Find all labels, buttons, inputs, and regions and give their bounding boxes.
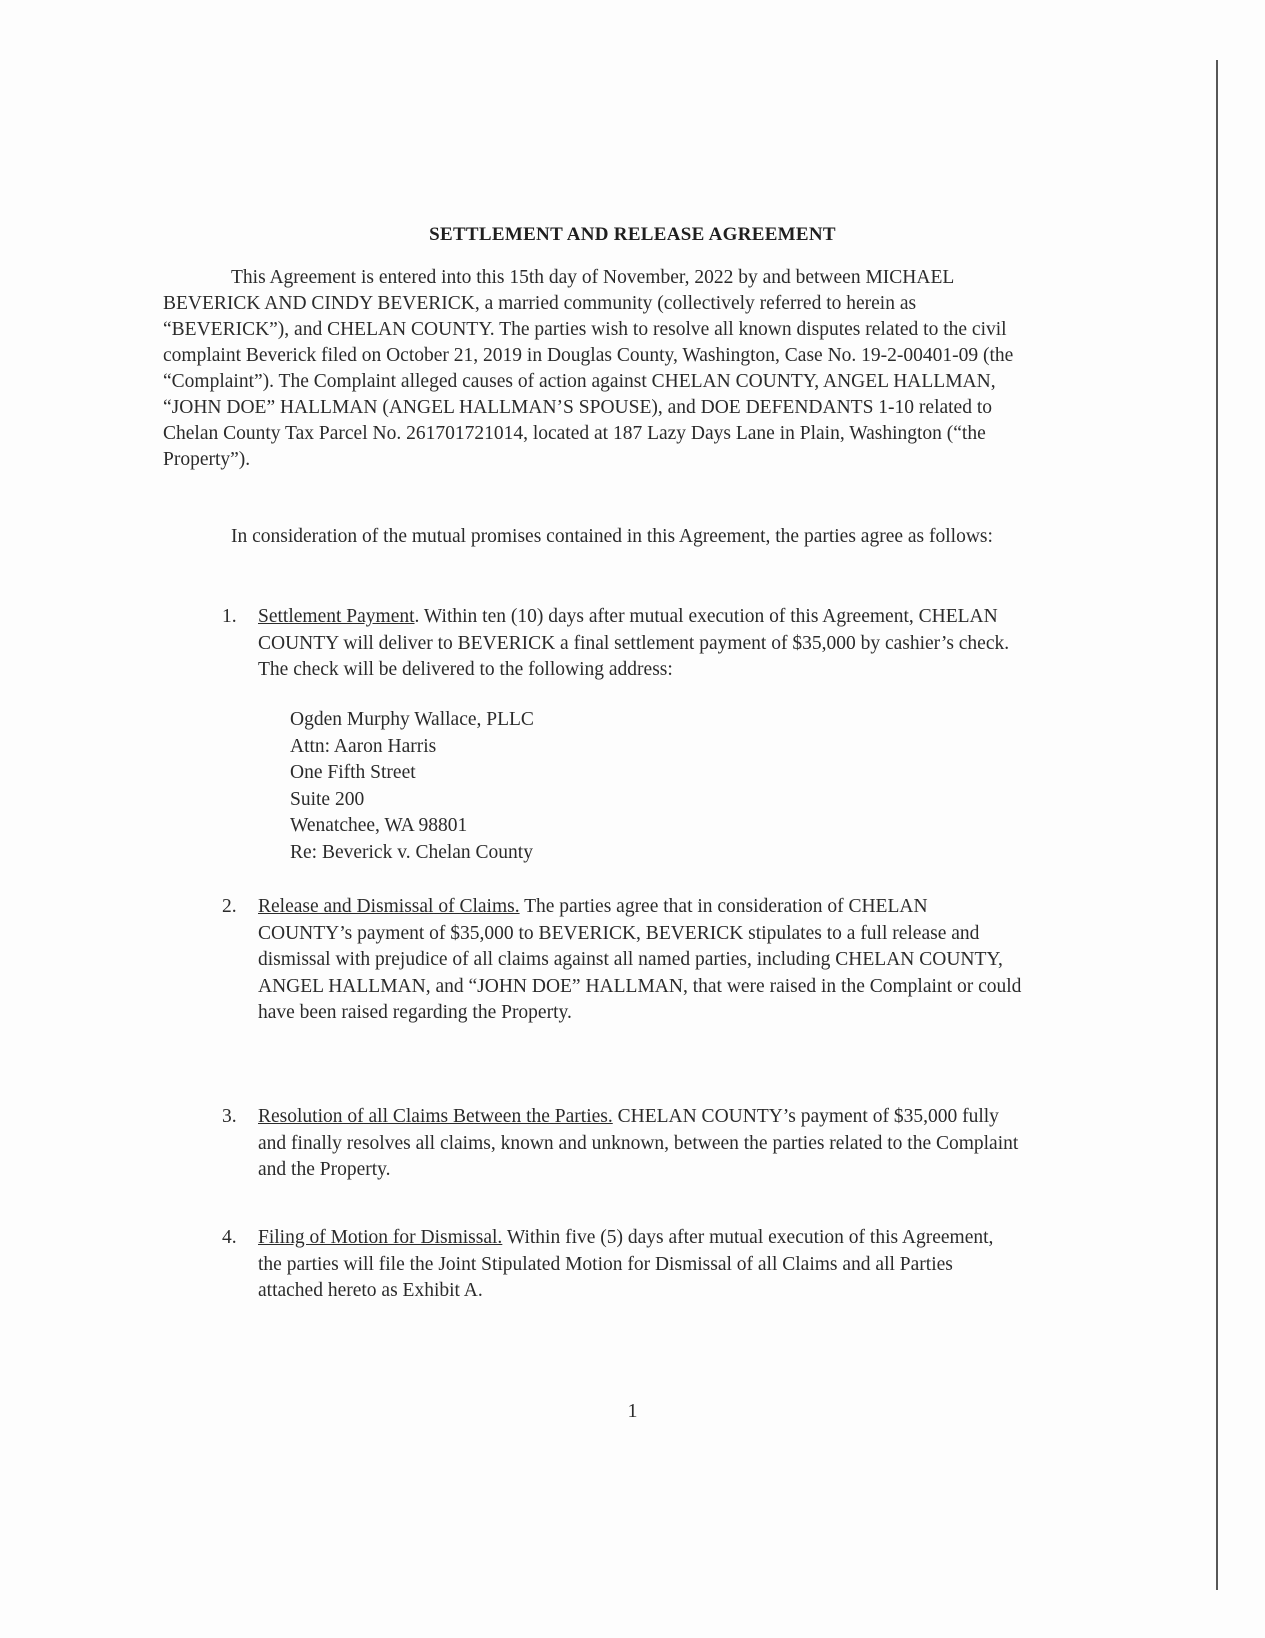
clause-number: 1. <box>222 606 237 627</box>
clause-text: Within five (5) days after mutual execution of this Agreement, the parties will file the Joint Stipulated Motion for Dismissal of all Claims and all Parties attached hereto as Exhibit A. <box>258 1227 994 1301</box>
clause-text: Within ten (10) days after mutual execution of this Agreement, CHELAN COUNTY will deliver to BEVERICK a final settlement payment of $35,000 by cashier’s check. The check will be delivered to the following address: <box>258 606 1010 680</box>
scan-edge-line <box>1216 60 1218 1590</box>
clause-settlement-payment <box>222 604 1022 684</box>
address-line: Attn: Aaron Harris <box>290 735 437 757</box>
address-line: Ogden Murphy Wallace, PLLC <box>290 709 534 730</box>
clause-motion-for-dismissal <box>222 1225 1022 1305</box>
clause-heading-suffix: . <box>414 606 420 627</box>
clause-heading: Settlement Payment <box>258 606 415 627</box>
clause-text: CHELAN COUNTY’s payment of $35,000 fully and finally resolves all claims, known and unknown, between the parties related to the Complaint and the Property. <box>258 1106 1019 1180</box>
clause-text: The parties agree that in consideration of CHELAN COUNTY’s payment of $35,000 to BEVERICK, BEVERICK stipulates to a full release and dismissal with prejudice of all claims against all named parties, including CHELAN COUNTY, ANGEL HALLMAN, and “JOHN DOE” HALLMAN, that were raised in the Complaint or could have been raised regarding the Property. <box>258 896 1022 1023</box>
clause-heading: Release and Dismissal of Claims. <box>258 896 520 917</box>
clause-number: 4. <box>222 1227 237 1248</box>
address-line: One Fifth Street <box>290 762 416 784</box>
clause-heading: Filing of Motion for Dismissal. <box>258 1227 503 1248</box>
address-line: Suite 200 <box>290 788 365 810</box>
document-title: SETTLEMENT AND RELEASE AGREEMENT <box>429 224 836 245</box>
mailing-address <box>290 707 534 867</box>
clause-heading: Resolution of all Claims Between the Parties. <box>258 1106 613 1127</box>
page-number: 1 <box>627 1400 638 1422</box>
consideration-paragraph: In consideration of the mutual promises contained in this Agreement, the parties agree as follows: <box>231 526 993 547</box>
address-line: Wenatchee, WA 98801 <box>290 815 468 837</box>
address-line: Re: Beverick v. Chelan County <box>290 841 533 863</box>
clause-number: 2. <box>222 896 237 917</box>
intro-paragraph: This Agreement is entered into this 15th day of November, 2022 by and between MICHAEL BEVERICK AND CINDY BEVERICK, a married community (collectively referred to herein as “BEVERICK”), and CHELAN COUNTY. The parties wish to resolve all known disputes related to the civil complaint Beverick filed on October 21, 2019 in Douglas County, Washington, Case No. 19-2-00401-09 (the “Complaint”). The Complaint alleged causes of action against CHELAN COUNTY, ANGEL HALLMAN, “JOHN DOE” HALLMAN (ANGEL HALLMAN’S SPOUSE), and DOE DEFENDANTS 1-10 related to Chelan County Tax Parcel No. 261701721014, located at 187 Lazy Days Lane in Plain, Washington (“the Property”). <box>163 267 1014 470</box>
clause-resolution-of-claims <box>222 1104 1022 1184</box>
clause-number: 3. <box>222 1106 237 1127</box>
clause-release-dismissal <box>222 894 1022 1027</box>
